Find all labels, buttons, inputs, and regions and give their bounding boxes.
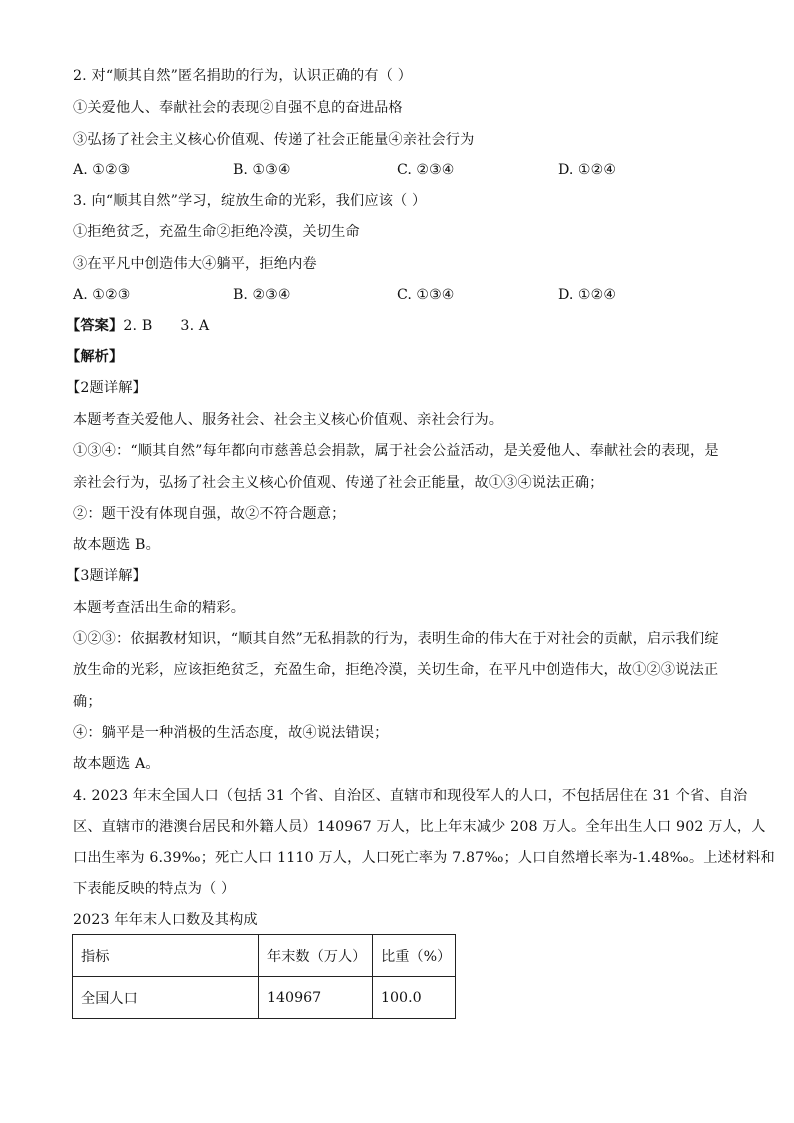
answer-text: 2. B 3. A bbox=[123, 318, 210, 334]
q3-detail-line-1: 本题考查活出生命的精彩。 bbox=[73, 600, 246, 616]
population-table bbox=[72, 934, 456, 1019]
q3-option-b: B. ②③④ bbox=[233, 287, 291, 303]
q2-detail-line-4: ②：题干没有体现自强，故②不符合题意； bbox=[73, 506, 346, 522]
q3-option-a: A. ①②③ bbox=[73, 287, 131, 303]
q2-detail-line-2: ①③④：“顺其自然”每年都向市慈善总会捐款，属于社会公益活动，是关爱他人、奉献社会的表现，是 bbox=[73, 443, 719, 459]
q4-line-1: 4. 2023 年末全国人口（包括 31 个省、自治区、直辖市和现役军人的人口，不包括居住在 31 个省、自治 bbox=[73, 788, 748, 804]
table-cell: 140967 bbox=[259, 977, 373, 1019]
q2-option-a: A. ①②③ bbox=[73, 162, 131, 178]
q2-option-c: C. ②③④ bbox=[397, 162, 455, 178]
analysis-tag: 【解析】 bbox=[66, 349, 124, 365]
q3-detail-tag: 【3题详解】 bbox=[66, 568, 147, 584]
q3-detail-line-4: 确； bbox=[73, 694, 102, 710]
q2-stem: 2. 对“顺其自然”匿名捐助的行为，认识正确的有（ ） bbox=[73, 68, 413, 84]
q4-line-4: 下表能反映的特点为（ ） bbox=[73, 881, 236, 897]
q3-detail-line-6: 故本题选 A。 bbox=[73, 756, 160, 772]
table-cell: 100.0 bbox=[373, 977, 456, 1019]
q2-detail-tag: 【2题详解】 bbox=[66, 380, 147, 396]
q3-detail-line-2: ①②③：依据教材知识，“顺其自然”无私捐款的行为，表明生命的伟大在于对社会的贡献，启示我们绽 bbox=[73, 631, 719, 647]
q2-statements-2: ③弘扬了社会主义核心价值观、传递了社会正能量④亲社会行为 bbox=[73, 132, 475, 148]
q4-line-2: 区、直辖市的港澳台居民和外籍人员）140967 万人，比上年末减少 208 万人。全年出生人口 902 万人，人 bbox=[73, 819, 766, 835]
q2-statements-1: ①关爱他人、奉献社会的表现②自强不息的奋进品格 bbox=[73, 100, 403, 116]
table-cell: 全国人口 bbox=[73, 977, 259, 1019]
table-header-row bbox=[73, 935, 456, 977]
q2-detail-line-5: 故本题选 B。 bbox=[73, 537, 160, 553]
q2-option-b: B. ①③④ bbox=[233, 162, 291, 178]
q3-statements-2: ③在平凡中创造伟大④躺平，拒绝内卷 bbox=[73, 256, 317, 272]
q3-statements-1: ①拒绝贫乏，充盈生命②拒绝冷漠，关切生命 bbox=[73, 224, 360, 240]
q3-detail-line-3: 放生命的光彩，应该拒绝贫乏，充盈生命，拒绝冷漠，关切生命，在平凡中创造伟大，故①②③说法正 bbox=[73, 662, 719, 678]
q3-detail-line-5: ④：躺平是一种消极的生活态度，故④说法错误； bbox=[73, 725, 389, 741]
q3-stem: 3. 向“顺其自然”学习，绽放生命的光彩，我们应该（ ） bbox=[73, 193, 427, 209]
q2-detail-line-1: 本题考查关爱他人、服务社会、社会主义核心价值观、亲社会行为。 bbox=[73, 412, 504, 428]
answer-tag: 【答案】 bbox=[66, 318, 124, 334]
q3-option-c: C. ①③④ bbox=[397, 287, 455, 303]
table-header-cell: 指标 bbox=[73, 935, 259, 977]
q2-option-d: D. ①②④ bbox=[558, 162, 617, 178]
table-caption: 2023 年年末人口数及其构成 bbox=[73, 912, 258, 928]
table-row bbox=[73, 977, 456, 1019]
q2-detail-line-3: 亲社会行为，弘扬了社会主义核心价值观、传递了社会正能量，故①③④说法正确； bbox=[73, 475, 604, 491]
q3-option-d: D. ①②④ bbox=[558, 287, 617, 303]
table-header-cell: 年末数（万人） bbox=[259, 935, 373, 977]
answer-line bbox=[66, 316, 209, 336]
q4-line-3: 口出生率为 6.39‰；死亡人口 1110 万人，人口死亡率为 7.87‰；人口自然增长率为-1.48‰。上述材料和 bbox=[73, 850, 775, 866]
table-header-cell: 比重（%） bbox=[373, 935, 456, 977]
